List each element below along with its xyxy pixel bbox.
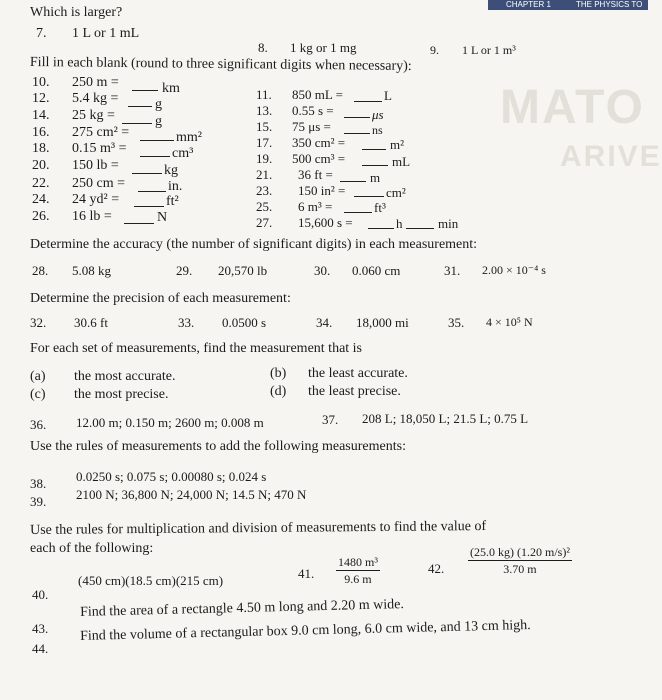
option-c-label: (c)	[30, 387, 46, 402]
option-a-text: the most accurate.	[74, 369, 176, 384]
q29-text: 20,570 lb	[218, 263, 268, 278]
q43-number: 43.	[32, 621, 49, 636]
option-b-label: (b)	[270, 366, 287, 381]
q7-number: 7.	[36, 26, 47, 41]
q16-number: 16.	[32, 125, 50, 140]
q12-left: 5.4 kg =	[72, 91, 119, 106]
q21-number: 21.	[256, 167, 273, 182]
q10-number: 10.	[32, 75, 50, 90]
q39-text: 2100 N; 36,800 N; 24,000 N; 14.5 N; 470 N	[76, 487, 307, 502]
q31-number: 31.	[444, 263, 461, 278]
q27-left: 15,600 s =	[298, 215, 353, 230]
q11-number: 11.	[256, 87, 272, 102]
watermark-text-small: ARIVE	[560, 140, 662, 173]
q41-numerator: 1480 m³	[338, 555, 378, 569]
q41-fraction	[336, 556, 380, 585]
q28-number: 28.	[32, 263, 49, 278]
q35-number: 35.	[448, 315, 465, 330]
q44-number: 44.	[32, 641, 49, 656]
q43-text: Find the area of a rectangle 4.50 m long and 2.20 m wide.	[79, 597, 405, 620]
q9-text: 1 L or 1 m³	[462, 43, 516, 57]
q10-unit: km	[162, 81, 180, 96]
q26-left: 16 lb =	[72, 209, 112, 224]
q41-denominator: 9.6 m	[344, 572, 372, 586]
q8-number: 8.	[258, 40, 268, 55]
q14-left: 25 kg =	[72, 108, 115, 123]
q25-number: 25.	[256, 199, 273, 214]
q14-unit: g	[155, 114, 162, 129]
q24-left: 24 yd² =	[72, 192, 120, 207]
q13-blank	[344, 117, 370, 118]
q7-text: 1 L or 1 mL	[72, 26, 140, 41]
q34-number: 34.	[316, 315, 333, 330]
q20-blank	[132, 173, 162, 174]
q18-left: 0.15 m³ =	[72, 141, 127, 156]
q22-number: 22.	[32, 176, 50, 191]
q26-unit: N	[157, 210, 168, 225]
q36-text: 12.00 m; 0.150 m; 2600 m; 0.008 m	[76, 415, 264, 430]
chapter-header-bar	[488, 0, 648, 10]
q29-number: 29.	[176, 263, 193, 278]
q27-number: 27.	[256, 215, 273, 230]
q10-left: 250 m =	[72, 75, 119, 90]
q25-unit: ft³	[374, 200, 386, 215]
q24-unit: ft²	[166, 194, 179, 209]
q21-unit: m	[370, 170, 381, 185]
q14-number: 14.	[32, 108, 50, 123]
option-a-label: (a)	[30, 369, 46, 384]
q22-blank	[138, 191, 166, 192]
q16-unit: mm²	[176, 130, 202, 145]
q37-number: 37.	[322, 412, 339, 427]
q17-unit: m²	[390, 137, 405, 152]
q16-blank	[140, 140, 174, 141]
q22-unit: in.	[168, 179, 183, 194]
q26-number: 26.	[32, 209, 50, 224]
q12-unit: g	[155, 97, 162, 112]
q13-unit: μs	[372, 107, 384, 122]
q14-blank	[122, 123, 152, 124]
q40-number: 40.	[32, 587, 49, 602]
q22-left: 250 cm =	[72, 176, 125, 191]
q20-number: 20.	[32, 158, 50, 173]
q38-number: 38.	[30, 476, 47, 491]
q27-blank-h	[368, 228, 394, 229]
q33-text: 0.0500 s	[222, 315, 267, 330]
q32-text: 30.6 ft	[74, 315, 108, 330]
watermark-text: MATO	[500, 81, 645, 134]
q37-text: 208 L; 18,050 L; 21.5 L; 0.75 L	[362, 411, 529, 426]
q24-number: 24.	[32, 192, 50, 207]
q16-left: 275 cm² =	[72, 125, 130, 140]
q9-number: 9.	[430, 43, 439, 57]
q28-text: 5.08 kg	[72, 263, 111, 278]
q20-left: 150 lb =	[72, 158, 119, 173]
q32-number: 32.	[30, 315, 47, 330]
q11-left: 850 mL =	[292, 87, 343, 102]
q42-denominator: 3.70 m	[503, 562, 537, 576]
q41-number: 41.	[298, 566, 315, 581]
q13-left: 0.55 s =	[292, 103, 334, 118]
which-larger-heading: Which is larger?	[30, 5, 123, 20]
q34-text: 18,000 mi	[356, 315, 409, 330]
precision-heading: Determine the precision of each measurement:	[30, 291, 291, 306]
fill-heading: Fill in each blank (round to three significant digits when necessary):	[29, 55, 412, 74]
q15-blank	[344, 133, 370, 134]
mult-heading-line1: Use the rules for multiplication and division of measurements to find the value of	[29, 519, 487, 538]
q15-number: 15.	[256, 119, 273, 134]
accuracy-heading: Determine the accuracy (the number of significant digits) in each measurement:	[30, 237, 478, 252]
q19-blank	[362, 165, 388, 166]
q11-blank	[354, 101, 382, 102]
q19-left: 500 cm³ =	[292, 151, 346, 166]
q18-unit: cm³	[172, 146, 194, 161]
q44-text: Find the volume of a rectangular box 9.0 cm long, 6.0 cm wide, and 13 cm high.	[79, 617, 531, 644]
option-c-text: the most precise.	[74, 387, 169, 402]
q15-unit: ns	[372, 123, 383, 137]
book-title: THE PHYSICS TO	[576, 0, 643, 9]
q26-blank	[124, 223, 154, 224]
q17-left: 350 cm² =	[292, 135, 346, 150]
q21-left: 36 ft =	[298, 167, 333, 182]
q12-blank	[128, 106, 152, 107]
q27-unit-h: h	[396, 216, 403, 231]
q36-number: 36.	[30, 417, 47, 432]
q11-unit: L	[384, 88, 392, 103]
q23-blank	[354, 196, 384, 197]
q42-numerator: (25.0 kg) (1.20 m/s)²	[470, 545, 570, 559]
q18-number: 18.	[32, 141, 50, 156]
option-b-text: the least accurate.	[308, 366, 408, 381]
q18-blank	[140, 156, 170, 157]
mult-heading-line2: each of the following:	[30, 541, 154, 556]
q30-number: 30.	[314, 263, 331, 278]
q19-number: 19.	[256, 151, 273, 166]
q17-number: 17.	[256, 135, 273, 150]
q20-unit: kg	[164, 163, 178, 178]
q33-number: 33.	[178, 315, 195, 330]
q40-text: (450 cm)(18.5 cm)(215 cm)	[78, 573, 224, 588]
q31-text: 2.00 × 10⁻⁴ s	[482, 263, 546, 277]
q8-text: 1 kg or 1 mg	[290, 40, 357, 55]
q13-number: 13.	[256, 103, 273, 118]
chapter-label: CHAPTER 1	[506, 0, 551, 9]
option-d-text: the least precise.	[308, 384, 401, 399]
q24-blank	[134, 206, 164, 207]
q23-unit: cm²	[386, 185, 406, 200]
q17-blank	[362, 149, 386, 150]
q38-text: 0.0250 s; 0.075 s; 0.00080 s; 0.024 s	[76, 469, 267, 484]
q21-blank	[340, 181, 366, 182]
q27-unit-min: min	[438, 216, 459, 231]
q10-blank	[132, 90, 158, 91]
q12-number: 12.	[32, 91, 50, 106]
q42-number: 42.	[428, 561, 445, 576]
q30-text: 0.060 cm	[352, 263, 401, 278]
option-d-label: (d)	[270, 384, 287, 399]
q25-left: 6 m³ =	[298, 199, 333, 214]
q42-fraction	[468, 546, 572, 575]
q39-number: 39.	[30, 494, 47, 509]
q23-number: 23.	[256, 183, 273, 198]
q25-blank	[344, 212, 372, 213]
q35-text: 4 × 10⁵ N	[486, 315, 533, 329]
q23-left: 150 in² =	[298, 183, 346, 198]
add-heading: Use the rules of measurements to add the following measurements:	[30, 439, 406, 454]
q27-blank-min	[406, 228, 434, 229]
q19-unit: mL	[392, 154, 411, 169]
q15-left: 75 μs =	[292, 119, 331, 134]
sets-heading: For each set of measurements, find the measurement that is	[30, 341, 363, 356]
